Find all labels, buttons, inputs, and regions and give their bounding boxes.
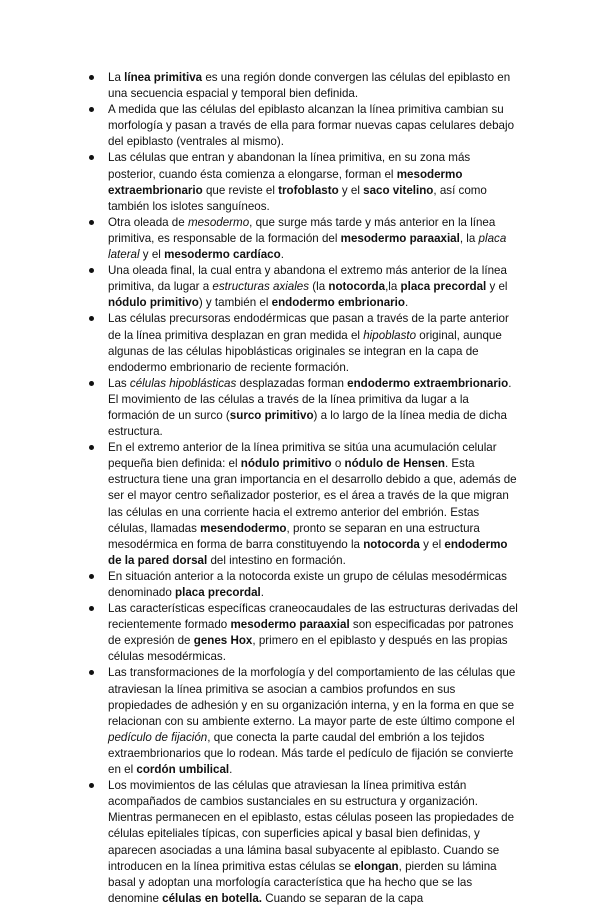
text-run: ) a lo largo de la línea media de dicha estructura.: [108, 408, 507, 439]
text-run: Una oleada final, la cual entra y abandona el extremo más anterior de la línea primitiva, da lugar a: [108, 264, 507, 294]
bullet-dot-icon: [89, 75, 94, 80]
text-run: y el: [139, 248, 165, 262]
bullet-dot-icon: [89, 107, 94, 112]
bullet-item: [88, 601, 520, 665]
text-run: , así como también los islotes sanguíneos.: [108, 183, 487, 213]
text-run: y el: [338, 183, 364, 197]
text-run: ) y también el: [198, 296, 272, 310]
bold-term: mesendodermo: [200, 521, 287, 535]
text-run: Los movimientos de las células que atraviesan la línea primitiva están acompañados de cambios sustanciales en su estructura y organización. Mientras permanecen en el epiblasto, estas células poseen las propiedades de células epiteliales típicas, con superficies apical y basal bien definidas, y aparecen asociadas a una lámina basal subyacente al epiblasto. Cuando se introducen en la línea primitiva estas células se: [108, 779, 515, 873]
text-run: y el: [419, 537, 445, 551]
bold-term: cordón umbilical: [136, 763, 230, 777]
italic-term: estructuras axiales: [212, 280, 310, 294]
text-run: En el extremo anterior de la línea primitiva se sitúa una acumulación celular pequeña bien definida: el: [108, 441, 497, 471]
bullet-item: [88, 150, 520, 214]
bold-term: mesodermo paraaxial: [340, 231, 460, 245]
bullet-dot-icon: [89, 316, 94, 321]
bullet-item: [88, 70, 520, 102]
bullet-dot-icon: [89, 574, 94, 579]
bullet-dot-icon: [89, 155, 94, 160]
text-run: Las células que entran y abandonan la línea primitiva, en su zona más posterior, cuando ésta comienza a elongarse, forman el: [108, 151, 471, 181]
text-run: Otra oleada de: [108, 215, 188, 229]
bullet-item: [88, 376, 520, 440]
bullet-dot-icon: [89, 445, 94, 450]
text-run: y el: [486, 280, 508, 294]
text-run: .: [404, 296, 409, 310]
bullet-item: [88, 311, 520, 375]
bullet-item: [88, 215, 520, 263]
text-run: es una región donde convergen las células del epiblasto en una secuencia espacial y temporal bien definida.: [108, 71, 511, 101]
text-run: En situación anterior a la notocorda existe un grupo de células mesodérmicas denominado: [108, 569, 507, 599]
text-run: original, aunque algunas de las células hipoblásticas originales se integran en la capa de endodermo embrionario de reciente formación.: [108, 328, 502, 374]
bullet-dot-icon: [89, 220, 94, 225]
italic-term: hipoblasto: [363, 328, 417, 342]
text-run: , que surge más tarde y más anterior en la línea primitiva, es responsable de la formación del: [108, 215, 496, 245]
bullet-item: [88, 665, 520, 778]
bold-term: trofoblasto: [278, 183, 339, 197]
text-run: Cuando se separan de la capa: [262, 891, 424, 905]
bold-term: mesodermo paraaxial: [230, 618, 350, 632]
bullet-dot-icon: [89, 783, 94, 788]
text-run: , pierden su lámina basal y adoptan una morfología característica que ha hecho que se las denomine: [108, 859, 497, 905]
text-run: del intestino en formación.: [207, 553, 346, 567]
text-run: Las: [108, 376, 130, 390]
text-run: Las transformaciones de la morfología y del comportamiento de las células que atraviesan la línea primitiva se asocian a cambios profundos en sus propiedades de adhesión y en su organización interna, y en la forma en que se relacionan con su ambiente externo. La mayor parte de este último compone el: [108, 666, 516, 728]
bold-term: genes Hox: [193, 634, 253, 648]
bold-term: nódulo primitivo: [240, 457, 332, 471]
text-run: .: [260, 586, 264, 599]
text-run: Las células precursoras endodérmicas que pasan a través de la parte anterior de la línea primitiva desplazan en gran medida el: [108, 312, 509, 342]
text-run: o: [331, 457, 345, 471]
text-run: , la: [459, 231, 479, 245]
text-run: son especificadas por patrones de expresión de: [108, 618, 514, 648]
bold-term: elongan: [354, 859, 399, 873]
bold-term: mesodermo cardíaco: [164, 248, 281, 262]
bold-term: mesodermo extraembrionario: [108, 167, 463, 197]
bold-term: nódulo primitivo: [108, 296, 199, 310]
text-run: (la: [309, 280, 329, 294]
bullet-item: [88, 263, 520, 311]
text-run: que reviste el: [202, 183, 279, 197]
text-run: ,la: [385, 280, 401, 294]
bold-term: saco vitelino: [363, 183, 434, 197]
bold-term: nódulo de Hensen: [344, 457, 445, 471]
bold-term: células en botella.: [162, 891, 263, 905]
text-run: .: [280, 248, 284, 262]
italic-term: placa lateral: [108, 231, 507, 262]
italic-term: células hipoblásticas: [129, 376, 237, 390]
italic-term: mesodermo: [187, 215, 250, 229]
text-run: . Esta estructura tiene una gran importancia en el desarrollo debido a que, además de ser el mayor centro señalizador posterior, es el área a través de la que migran las células en una corriente hacia el extremo anterior del embrión. Estas células, llamadas: [108, 457, 517, 535]
bold-term: notocorda: [328, 280, 386, 294]
bullet-dot-icon: [89, 381, 94, 386]
text-run: , pronto se separan en una estructura mesodérmica en forma de barra constituyendo la: [108, 521, 480, 551]
italic-term: pedículo de fijación: [108, 730, 208, 744]
text-run: desplazadas forman: [236, 376, 348, 390]
bold-term: endodermo de la pared dorsal: [108, 537, 508, 567]
bullet-item: [88, 102, 520, 150]
text-run: La: [108, 71, 125, 84]
bold-term: surco primitivo: [229, 408, 314, 422]
text-run: .: [229, 763, 233, 777]
text-run: A medida que las células del epiblasto alcanzan la línea primitiva cambian su morfología y pasan a través de ella para formar nuevas capas celulares debajo del epiblasto (ventrales al mismo).: [108, 103, 515, 149]
bold-term: endodermo extraembrionario: [347, 376, 509, 390]
bullet-dot-icon: [89, 670, 94, 675]
text-run: , que conecta la parte caudal del embrión a los tejidos extraembrionarios que lo rodean. Más tarde el pedículo de fijación se convierte en el: [108, 730, 514, 777]
text-run: Las características específicas craneocaudales de las estructuras derivadas del recientemente formado: [108, 602, 518, 632]
bullet-item: [88, 778, 520, 907]
bullet-item: [88, 569, 520, 601]
bullet-item: [88, 440, 520, 569]
text-run: . El movimiento de las células a través de la línea primitiva da lugar a la formación de un surco (: [108, 376, 512, 422]
text-run: , primero en el epiblasto y después en las propias células mesodérmicas.: [108, 634, 508, 664]
bullet-dot-icon: [89, 606, 94, 611]
bullet-list: [88, 70, 520, 907]
bold-term: placa precordal: [400, 280, 487, 294]
bold-term: placa precordal: [175, 586, 261, 599]
bold-term: endodermo embrionario: [271, 296, 405, 310]
bold-term: línea primitiva: [124, 71, 203, 84]
bold-term: notocorda: [363, 537, 420, 551]
bullet-dot-icon: [89, 268, 94, 273]
